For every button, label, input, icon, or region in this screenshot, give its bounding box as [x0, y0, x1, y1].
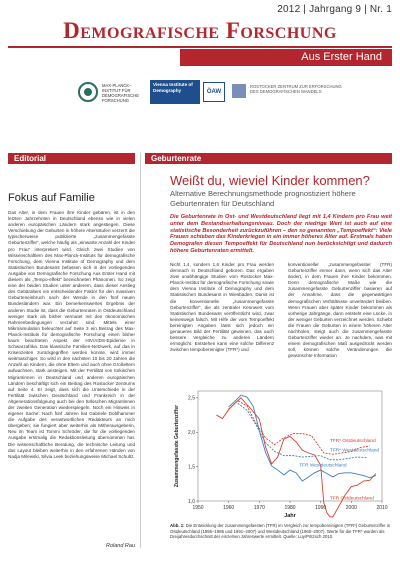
editorial-body: Das Alter, in dem Frauen ihre Kinder gebären, ist in den letzten Jahrzehnten in Deutschland ebenso wie in vielen anderen europäischen Ländern stark angestiegen. Diese Verschiebung der Geburten in höhere Altersstufen verzerrt die typischerweise publizierte „zusammengefasste Geburtenziffer“, welche häufig als „einwarte Anzahl der Kinder pro Frau“ interpretiert wird. Gleich zwei Studien von Wissenschaftlern des Max-Planck-Instituts für demografische Forschung, dem Vienna Institute of Demography und dem Statistischen Bundesamt befassen sich in der vorliegenden Ausgabe von Demografische Forschung Aus Erster Hand mit diesem als „Tempo-effekt“ bezeichneten Phänomen. So zeigt eine der beiden Studien unter anderem, dass dieser Anstieg des Gebäralters ein entscheidender Faktor für den massiven Geburteneinbruch nach der Wende in den fünf neuen Bundesländern war. Ein bemerkenswertes Ergebnis der anderen Studie ist, dass die Geburtenraten in Ostdeutschland weniger stark als bisher vermutet mit den ökonomischen Rahmenbedingungen verzahnt sind. Mittels einer Mikrosimulation beleuchtet auf Seite 3 ein Beitrag des Max-Planck-Instituts für demografische Forschung einen bisher kaum beachteten Aspekt der HIV/AIDS-Epidemie in Schwarzafrika. Das klassische Familien-Netzwerk, auf das in Krisenzeiten zurückgegriffen werden konnte, wird immer weitmaschiger. So wird in den nächsten 10 bis 20 Jahren die Anzahl an Kindern, die ohne Eltern und auch ohne Großeltern aufwachsen, stark ansteigen. Mit der Fertilität von türkischen Migrantinnen in Deutschland und anderen europäischen Ländern beschäftigt sich ein Beitrag des Rostocker Zentrums auf Seite 4. Er zeigt, dass sich die Unterschiede in der Fertilität zwischen Deutschland und Frankreich in der Altgenerationsfolgeung auch bei den türkischen Migrantinnen der zweiten Generation wiederspiegeln. Noch ein Hinweis in eigener Sache: Nach fünf Jahren hat Gabriele Doblhammer die Aufgabe des verantwortlichen Redakteurs an mich übergeben; sie fungiert aber weiterhin als Mitherausgeberin. Neu im Team ist Tommi Schröder, die für die vorliegenden Ausgabe erstmalig die Redaktionsleitung übernommen hat. Die wissenschaftliche Beratung, die technische Leitung und das Layout bleiben weiterhin in den erfahrenen Händen von Nadja Milewski, Silvia Leek beziehungsweise Michael Schultz.	[8, 210, 135, 459]
figure-caption	[170, 523, 392, 540]
rostock-logo-text: ROSTOCKER ZENTRUM ZUR ERFORSCHUNG DES DEMOGRAFISCHEN WANDELS	[250, 84, 342, 94]
series-label-1: TFR* Westdeutschland	[329, 448, 380, 454]
article-column-1: Nicht 1,4, sondern 1,6 Kinder pro Frau werden demnach in Deutschland geboren. Das ergaben zwei unabhängige Studien vom Rostocker Max-Planck-Institut für demografische Forschung sowie dem Vienna Institute of Demography und dem Statistischen Bundesamt in Wiesbaden. Damit ist die konventionelle „zusammengefasste Geburtenziffer“, die als zentraler Kennwert vom Statistischen Bundesamt veröffentlicht wird, zwar keineswegs falsch. Mit Hilfe der vom Tempoeffekt bereinigten Angaben lässt sich jedoch ein genaueres Bild der Fertilität gewinnen, das auch bessere Vergleiche zu anderen Ländern ermöglicht. Entstehen kann eine solche Differenz zwischen tempobereinigter (TFR*) und	[170, 262, 274, 353]
fertility-chart	[170, 385, 392, 521]
column-divider	[140, 153, 141, 548]
editorial-column	[8, 192, 135, 460]
geburtenrate-section-header: Geburtenrate	[145, 153, 392, 164]
article-column-2: konventioneller „zusammengefasster (TFR) Geburtenziffer immer dann, wenn sich das Alter ändert, in dem Frauen ihre Kinder bekommen. Denn demografische Maße wie die zusammengefasste Geburtenziffer basieren auf der Annahme, dass die gegenwärtigen demografischen Verhältnisse unverändert bleiben. Wenn Frauen aber später Kinder bekommen als vorherige Jahrgänge, dann entsteht eine Lücke, in der weniger Geburten verzeichnet werden. Schiebt die Frauen die Geburten in einem höheren Alter nachholen, steigt auch die zusammengefasste Geburtenziffer wieder an. Je nachdem, was mit einem demografischen Maß ausgedrückt werden soll, können solche Veränderungen die gewünschte Information	[288, 262, 392, 359]
partner-logos	[0, 80, 400, 110]
x-tick-label: 2000	[345, 505, 357, 511]
publication-title: Demografische Forschung	[63, 18, 337, 43]
x-tick-label: 1980	[284, 505, 296, 511]
editorial-heading: Fokus auf Familie	[8, 192, 95, 204]
rostock-center-logo[interactable]	[232, 82, 342, 104]
article-title: Weißt du, wieviel Kinder kommen?	[170, 173, 370, 188]
series-label-2: TFR Westdeutschland	[299, 463, 347, 469]
x-axis-label: Jahr	[284, 513, 296, 519]
issue-info: 2012 | Jahrgang 9 | Nr. 1	[277, 4, 392, 15]
caption-text: Die Entwicklung der zusammengefassten (TFR) im Vergleich zur tempobereinigten (TFR*) Geburtenziffer in Ostdeutschland (1956–1986 und 1991–2007) und Westdeutschland (1960–2007). Werte für die TFR* wurden als Dreijahresdurchschnitt der einzelnen Jahreswerte ermittelt. Quelle: Luy/Pötzsch 2010.	[170, 523, 391, 539]
series-label-0: TFR* Ostdeutschland	[329, 438, 376, 444]
rostock-emblem-icon	[232, 84, 246, 98]
x-tick-label: 1960	[223, 505, 235, 511]
mpi-emblem-icon	[78, 82, 98, 102]
vienna-institute-logo[interactable]: Vienna Institute of Demography	[150, 80, 200, 104]
article-lead: Die Geburtenrate in Ost- und Westdeutschland liegt mit 1,4 Kindern pro Frau weit unter dem Bestandserhaltungsniveau. Doch der niedrige Wert ist auch auf eine statistische Besonderheit zurückzuführen – den so genannten „Tempoeffekt“: Viele Frauen schieben das Kinderkriegen in ein immer höheres Alter auf. Erstmals haben Demografen diesen Tempoeffekt für Deutschland nun berücksichtigt und dadurch höhere Geburtenraten ermittelt.	[170, 214, 392, 254]
plot-area	[198, 391, 382, 501]
y-tick-label: 2,0	[188, 430, 195, 437]
article-subtitle: Alternative Berechnungsmethode prognostiziert höhere Geburtenraten für Deutschland	[170, 189, 356, 208]
series-banner: Aus Erster Hand	[180, 49, 392, 66]
x-tick-label: 1950	[192, 505, 204, 511]
editorial-author: Roland Rau	[105, 543, 135, 549]
caption-label: Abb. 1:	[170, 523, 185, 528]
y-axis-label: Zusammengefasste Geburtenziffer	[174, 404, 180, 488]
title-rule	[8, 46, 392, 48]
series-label-3: TFR Ostdeutschland	[329, 496, 374, 502]
mpi-logo-text: MAX-PLANCK-INSTITUT FÜR DEMOGRAFISCHE FORSCHUNG	[102, 83, 139, 103]
x-tick-label: 1990	[315, 505, 327, 511]
y-tick-label: 1,0	[188, 498, 195, 505]
y-tick-label: 1,5	[188, 464, 195, 471]
x-tick-label: 2010	[376, 505, 388, 511]
y-tick-label: 2,5	[188, 395, 195, 402]
oeaw-logo[interactable]: ÖAW	[203, 82, 225, 102]
mpi-logo[interactable]	[78, 80, 144, 104]
x-tick-label: 1970	[253, 505, 265, 511]
editorial-section-header: Editorial	[8, 153, 135, 164]
